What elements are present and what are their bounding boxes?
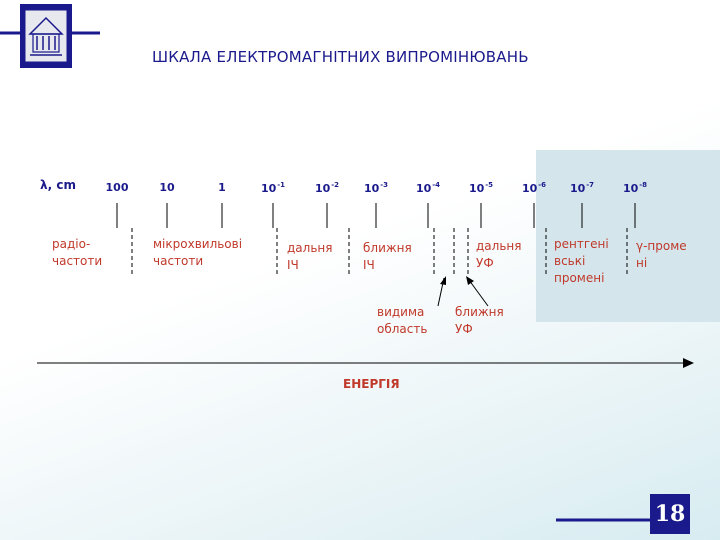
wavelength-axis-label: λ, cm — [40, 178, 76, 192]
wavelength-tick-label: $10^{-6}$ — [521, 181, 547, 195]
energy-label: ЕНЕРГІЯ — [343, 377, 400, 391]
page-number: 18 — [650, 494, 690, 534]
pointer-visible-head — [440, 276, 446, 285]
band-xray: рентгені вські промені — [554, 237, 609, 285]
wavelength-tick-label: $10^{-3}$ — [363, 181, 389, 195]
wavelength-tick-label: 1 — [218, 181, 226, 194]
band-far-ir: дальня ІЧ — [287, 241, 333, 272]
wavelength-tick-label: $10^{-4}$ — [415, 181, 441, 195]
wavelength-tick-label: $10^{-8}$ — [622, 181, 648, 195]
wavelength-tick-label: $10^{-7}$ — [569, 181, 595, 195]
pointer-near-uv — [469, 280, 488, 306]
band-microwave: мікрохвильові частоти — [153, 237, 243, 268]
wavelength-tick-label: $10^{-5}$ — [468, 181, 494, 195]
band-near-ir: ближня ІЧ — [363, 241, 412, 272]
energy-axis-arrowhead — [683, 358, 694, 368]
band-far-uv: дальня УФ — [476, 239, 522, 270]
band-gamma: γ-проме ні — [636, 239, 687, 270]
band-visible: видима область — [377, 305, 428, 336]
slide-title: ШКАЛА ЕЛЕКТРОМАГНІТНИХ ВИПРОМІНЮВАНЬ — [152, 48, 529, 66]
band-radio: радіо- частоти — [52, 237, 103, 268]
wavelength-tick-label: 10 — [159, 181, 175, 194]
wavelength-tick-label: $10^{-2}$ — [314, 181, 340, 195]
band-near-uv: ближня УФ — [455, 305, 504, 336]
wavelength-tick-label: 100 — [105, 181, 129, 194]
wavelength-tick-label: $10^{-1}$ — [260, 181, 286, 195]
pointer-near-uv-head — [466, 276, 474, 285]
